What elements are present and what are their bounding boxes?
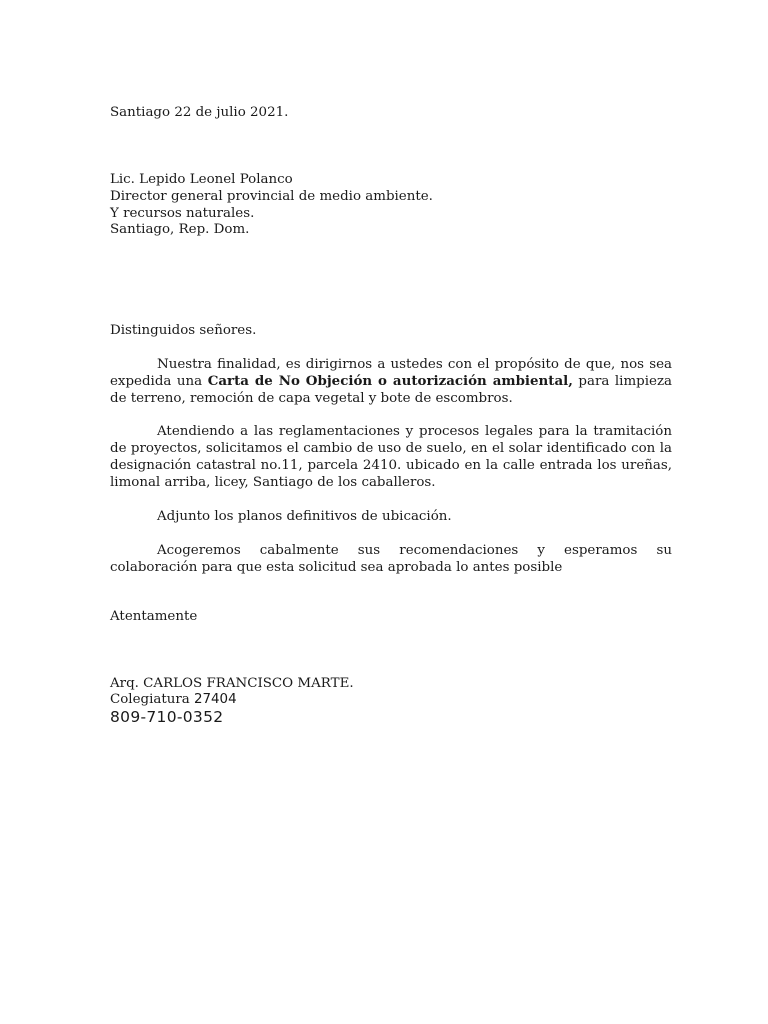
recipient-location: Santiago, Rep. Dom. — [110, 222, 250, 237]
signature-name: Arq. CARLOS FRANCISCO MARTE. — [110, 676, 354, 691]
paragraph-request-bold: Carta de No Objeción o autorización ambiental, — [207, 373, 573, 389]
registration-label: Colegiatura — [110, 692, 194, 707]
signature-phone: 809-710-0352 — [110, 708, 224, 726]
recipient-name: Lic. Lepido Leonel Polanco — [110, 172, 293, 187]
date-line: Santiago 22 de julio 2021. — [110, 105, 289, 120]
paragraph-request-before: Nuestra finalidad, es dirigirnos a ustedes con el propósito de que, nos sea expedida una — [110, 357, 672, 389]
paragraph-request-after: para limpieza de terreno, remoción de capa vegetal y bote de escombros. — [110, 374, 672, 406]
closing: Atentamente — [110, 609, 198, 624]
recipient-title-line1: Director general provincial de medio ambiente. — [110, 189, 433, 204]
paragraph-regulations: Atendiendo a las reglamentaciones y procesos legales para la tramitación de proyectos, solicitamos el cambio de uso de suelo, en el solar identificado con la designación catastral no.11, parcela 2410. ubicado en la calle entrada los ureñas, limonal arriba, licey, Santiago de los caballeros. — [110, 424, 672, 490]
recipient-title-line2: Y recursos naturales. — [110, 206, 255, 221]
paragraph-request — [110, 356, 672, 407]
registration-number: 27404 — [194, 692, 237, 707]
signature-registration — [110, 691, 237, 708]
paragraph-attachment: Adjunto los planos definitivos de ubicación. — [157, 509, 452, 524]
paragraph-closing-request: Acogeremos cabalmente sus recomendaciones y esperamos su colaboración para que esta solicitud sea aprobada lo antes posible — [110, 543, 672, 575]
salutation: Distinguidos señores. — [110, 323, 257, 338]
